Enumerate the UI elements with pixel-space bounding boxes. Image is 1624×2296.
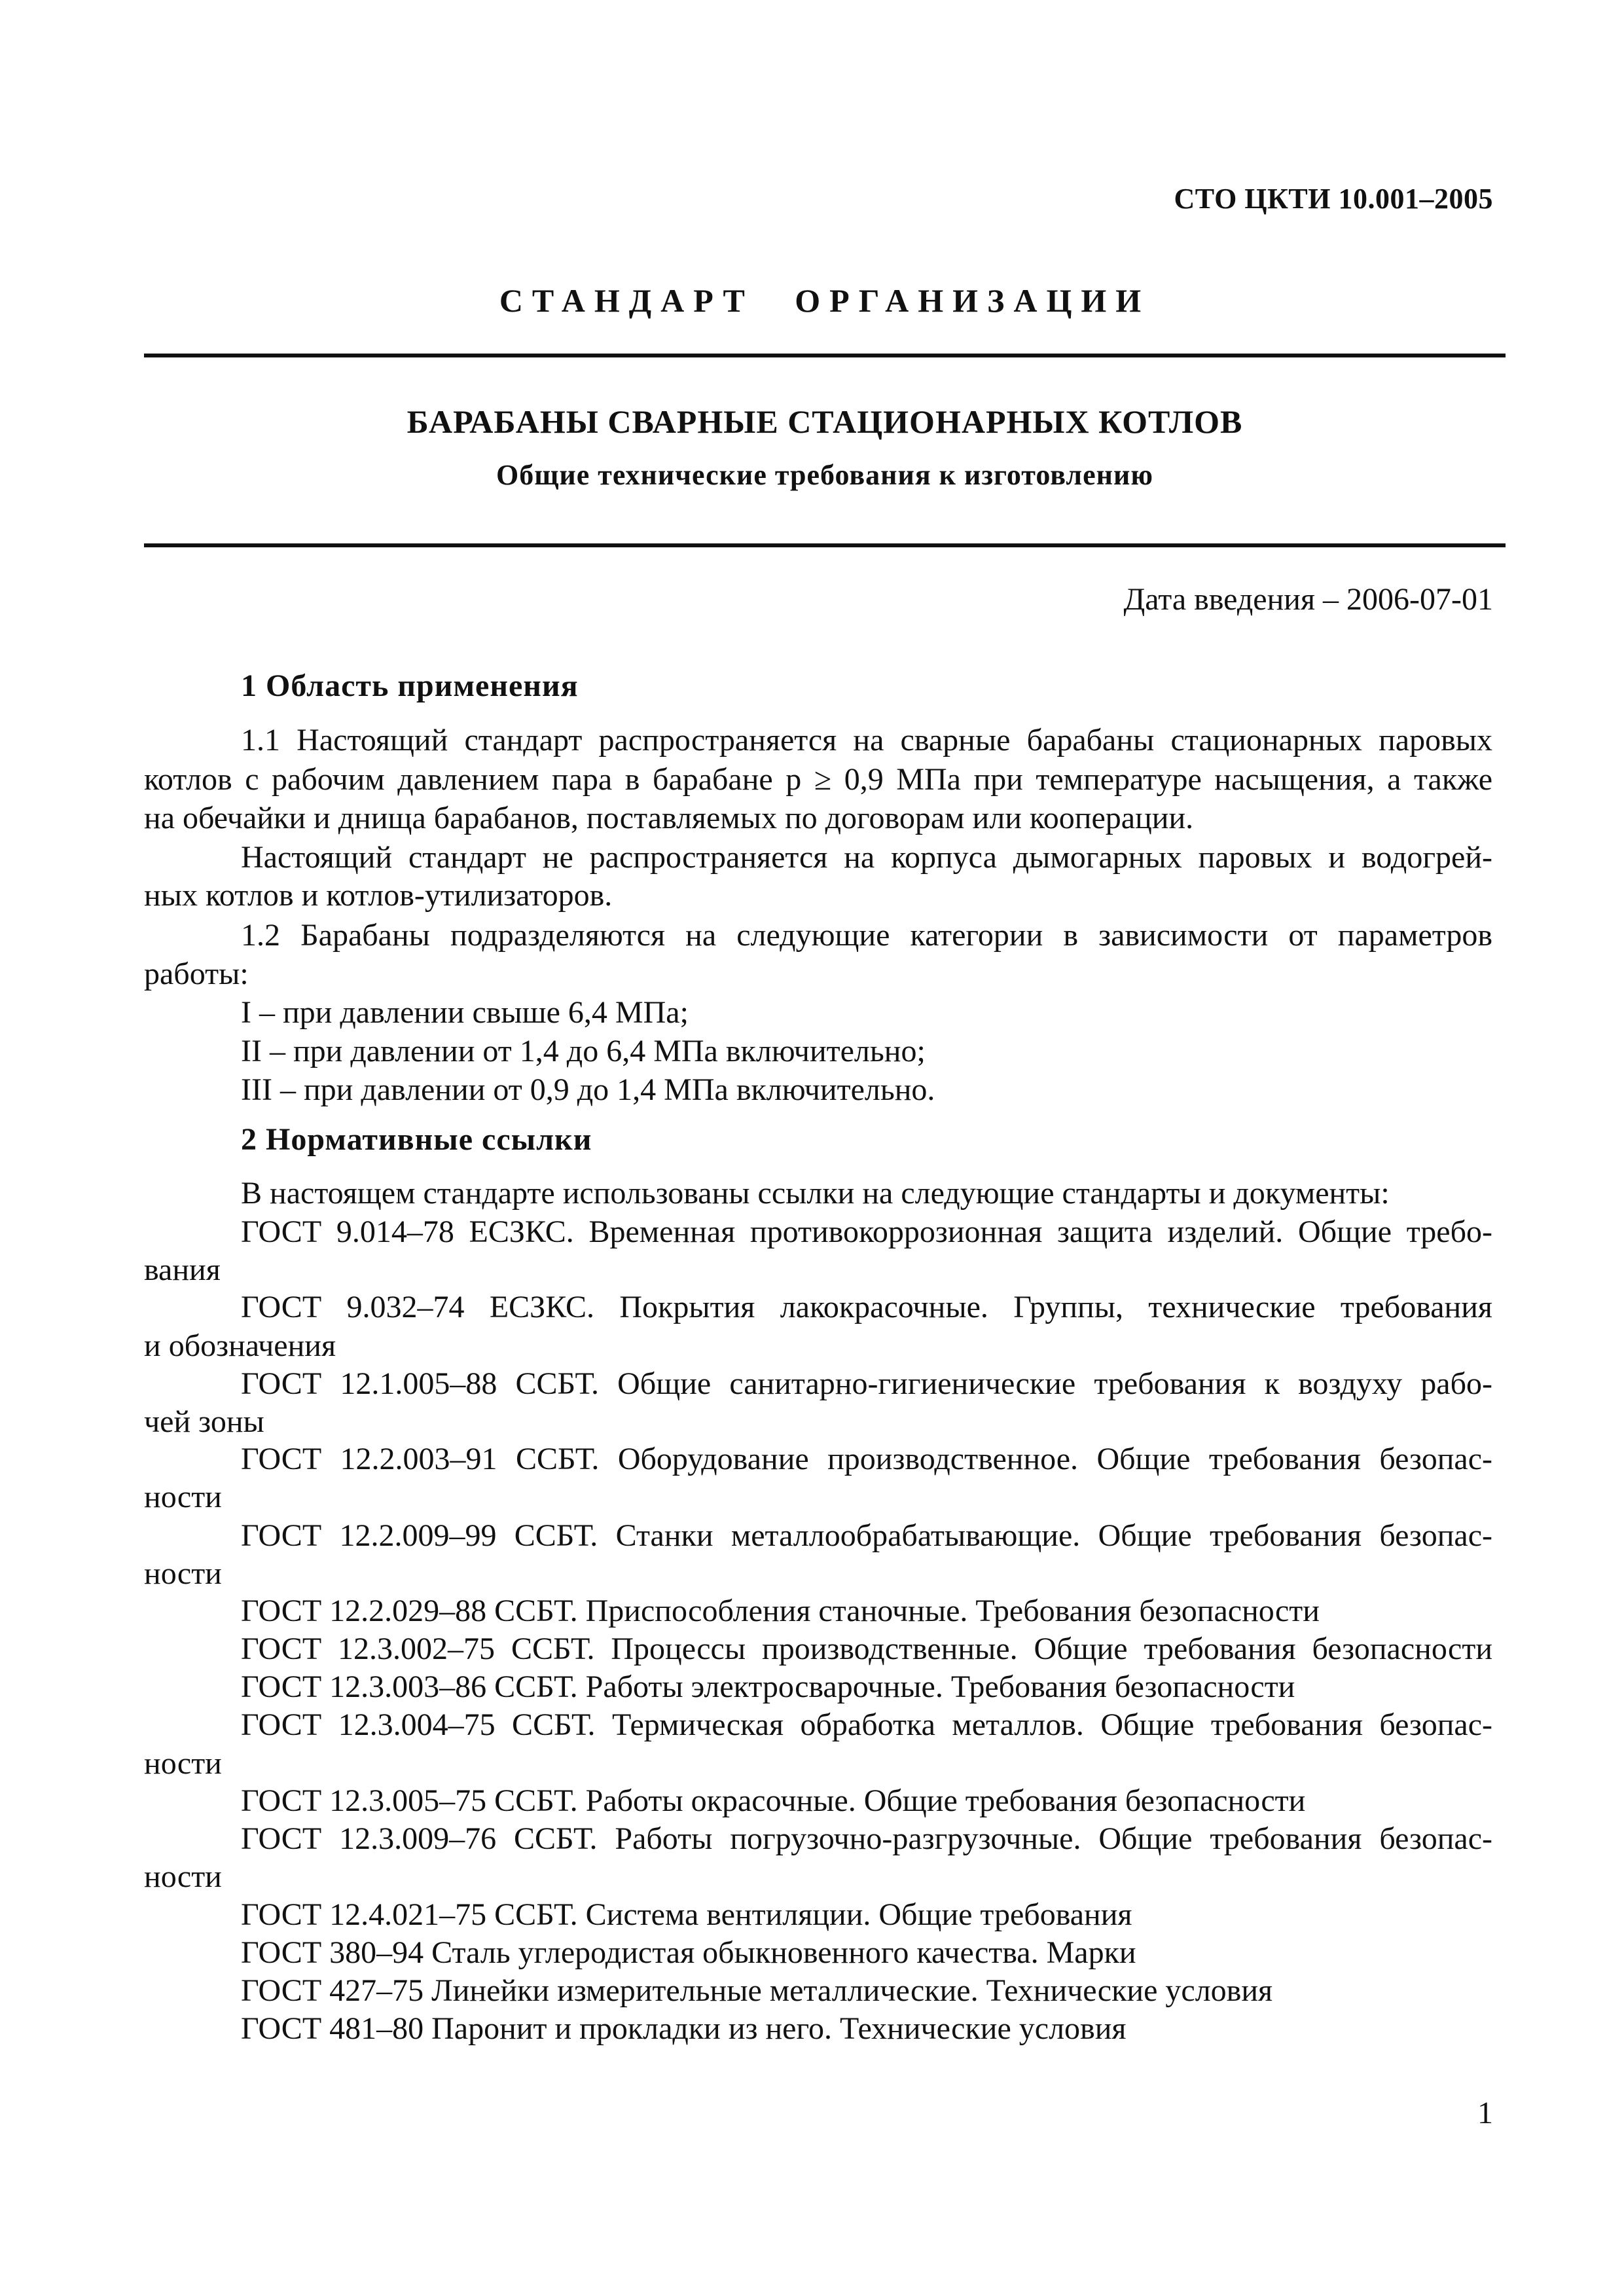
document-subtitle: Общие технические требования к изготовлению <box>496 459 1153 491</box>
paragraph-line: на обечайки и днища барабанов, поставляемых по договорам или кооперации. <box>144 801 1194 835</box>
reference-line: ГОСТ 12.4.021–75 ССБТ. Система вентиляции. Общие требования <box>241 1897 1132 1932</box>
category-item: III – при давлении от 0,9 до 1,4 МПа включительно. <box>241 1072 935 1107</box>
reference-line: ГОСТ 12.3.004–75 ССБТ. Термическая обработка металлов. Общие требования безопас- <box>241 1707 1492 1742</box>
paragraph-line: котлов с рабочим давлением пара в барабане p ≥ 0,9 МПа при температуре насыщения, а также <box>144 762 1492 797</box>
page-number: 1 <box>1477 2096 1493 2130</box>
reference-line: ГОСТ 12.3.009–76 ССБТ. Работы погрузочно-разгрузочные. Общие требования безопас- <box>241 1821 1492 1856</box>
reference-line: ности <box>144 1480 222 1514</box>
reference-line: ГОСТ 12.3.005–75 ССБТ. Работы окрасочные. Общие требования безопасности <box>241 1783 1306 1818</box>
reference-line: ГОСТ 12.2.009–99 ССБТ. Станки металлообрабатывающие. Общие требования безопас- <box>241 1518 1492 1553</box>
reference-line: ГОСТ 12.3.002–75 ССБТ. Процессы производственные. Общие требования безопасности <box>241 1631 1492 1666</box>
reference-line: ГОСТ 12.1.005–88 ССБТ. Общие санитарно-гигиенические требования к воздуху рабо- <box>241 1366 1492 1401</box>
reference-line: ГОСТ 12.2.003–91 ССБТ. Оборудование производственное. Общие требования безопас- <box>241 1442 1492 1476</box>
top-divider <box>144 354 1506 357</box>
title-divider <box>144 543 1506 547</box>
reference-line: вания <box>144 1252 221 1287</box>
reference-line: ГОСТ 9.014–78 ЕСЗКС. Временная противокоррозионная защита изделий. Общие требо- <box>241 1214 1492 1249</box>
category-item: II – при давлении от 1,4 до 6,4 МПа включительно; <box>241 1034 926 1068</box>
reference-line: ности <box>144 1746 222 1781</box>
paragraph-line: В настоящем стандарте использованы ссылки на следующие стандарты и документы: <box>241 1176 1390 1211</box>
paragraph-line: 1.2 Барабаны подразделяются на следующие категории в зависимости от параметров <box>241 918 1492 953</box>
reference-line: ГОСТ 380–94 Сталь углеродистая обыкновенного качества. Марки <box>241 1935 1136 1970</box>
reference-line: чей зоны <box>144 1404 264 1439</box>
reference-line: и обозначения <box>144 1328 336 1363</box>
reference-line: ГОСТ 9.032–74 ЕСЗКС. Покрытия лакокрасочные. Группы, технические требования <box>241 1290 1492 1324</box>
effective-date: Дата введения – 2006-07-01 <box>1123 582 1493 617</box>
section-2-heading: 2 Нормативные ссылки <box>241 1122 592 1157</box>
reference-line: ГОСТ 12.2.029–88 ССБТ. Приспособления станочные. Требования безопасности <box>241 1594 1320 1628</box>
document-title: БАРАБАНЫ СВАРНЫЕ СТАЦИОНАРНЫХ КОТЛОВ <box>406 403 1243 440</box>
paragraph-line: работы: <box>144 957 249 991</box>
reference-line: ГОСТ 12.3.003–86 ССБТ. Работы электросварочные. Требования безопасности <box>241 1669 1295 1704</box>
category-item: I – при давлении свыше 6,4 МПа; <box>241 995 689 1030</box>
standard-code: СТО ЦКТИ 10.001–2005 <box>1174 183 1493 215</box>
paragraph-line: Настоящий стандарт не распространяется на корпуса дымогарных паровых и водогрей- <box>241 840 1492 875</box>
reference-line: ности <box>144 1859 222 1894</box>
reference-line: ГОСТ 427–75 Линейки измерительные металлические. Технические условия <box>241 1973 1273 2008</box>
paragraph-line: 1.1 Настоящий стандарт распространяется на сварные барабаны стационарных паровых <box>241 723 1492 757</box>
organization-standard-label: СТАНДАРТ ОРГАНИЗАЦИИ <box>499 282 1151 319</box>
paragraph-line: ных котлов и котлов-утилизаторов. <box>144 878 613 913</box>
reference-line: ГОСТ 481–80 Паронит и прокладки из него. Технические условия <box>241 2011 1127 2046</box>
reference-line: ности <box>144 1556 222 1591</box>
section-1-heading: 1 Область применения <box>241 668 579 703</box>
